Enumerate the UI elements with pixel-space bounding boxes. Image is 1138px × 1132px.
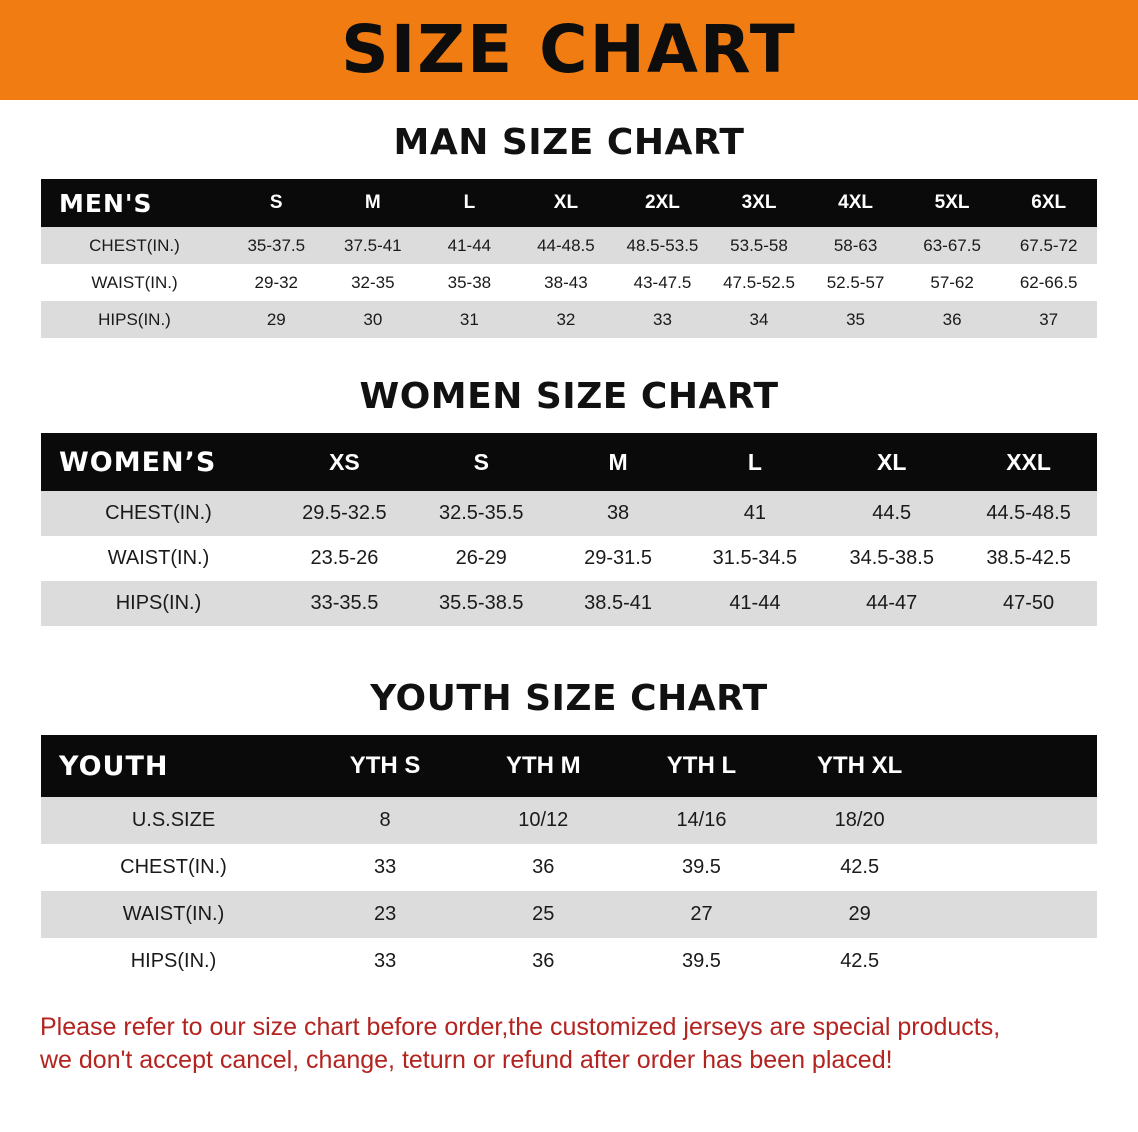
man-corner-label: MEN'S bbox=[59, 188, 153, 218]
table-row bbox=[41, 227, 1097, 264]
women-cell-1-3: 31.5-34.5 bbox=[712, 547, 798, 569]
man-cell-2-4: 33 bbox=[653, 309, 672, 329]
women-table-wrap bbox=[41, 433, 1097, 626]
youth-cell-0-1: 10/12 bbox=[518, 809, 569, 831]
women-table-body bbox=[41, 491, 1097, 626]
man-cell-0-0: 35-37.5 bbox=[247, 235, 306, 255]
man-cell-2-8: 37 bbox=[1039, 309, 1059, 329]
man-cell-0-3: 44-48.5 bbox=[537, 235, 595, 255]
table-row bbox=[41, 301, 1097, 338]
youth-cell-2-2: 27 bbox=[690, 903, 713, 925]
man-cell-1-0: 29-32 bbox=[254, 272, 299, 292]
women-col-0: XS bbox=[329, 448, 360, 475]
women-size-table bbox=[41, 433, 1097, 626]
table-row bbox=[41, 891, 1097, 938]
man-cell-0-2: 41-44 bbox=[447, 235, 492, 255]
page-banner bbox=[0, 0, 1138, 100]
youth-size-table bbox=[41, 735, 1097, 985]
youth-col-2: YTH L bbox=[666, 752, 737, 779]
women-cell-0-4: 44.5 bbox=[872, 502, 912, 524]
table-row bbox=[41, 581, 1097, 626]
man-cell-2-3: 32 bbox=[556, 309, 576, 329]
youth-table-wrap bbox=[41, 735, 1097, 985]
man-cell-2-2: 31 bbox=[459, 309, 479, 329]
women-cell-1-1: 26-29 bbox=[455, 547, 507, 569]
youth-row-label-1: CHEST(IN.) bbox=[120, 856, 227, 878]
table-row bbox=[41, 844, 1097, 891]
man-table-body bbox=[41, 227, 1097, 338]
women-table-header bbox=[41, 433, 1097, 491]
youth-cell-2-0: 23 bbox=[373, 903, 397, 925]
women-col-1: S bbox=[473, 448, 489, 475]
women-col-4: XL bbox=[877, 448, 907, 475]
man-col-1: M bbox=[364, 192, 381, 213]
man-table-wrap bbox=[41, 179, 1097, 338]
women-cell-0-2: 38 bbox=[606, 502, 630, 524]
women-cell-0-0: 29.5-32.5 bbox=[302, 502, 387, 524]
man-size-table bbox=[41, 179, 1097, 338]
man-section-heading: MAN SIZE CHART bbox=[393, 122, 745, 163]
man-col-7: 5XL bbox=[934, 192, 970, 213]
man-cell-2-7: 36 bbox=[942, 309, 962, 329]
man-col-3: XL bbox=[553, 192, 579, 213]
man-cell-2-5: 34 bbox=[749, 309, 769, 329]
youth-row-label-3: HIPS(IN.) bbox=[130, 950, 217, 972]
man-cell-2-6: 35 bbox=[846, 309, 866, 329]
youth-cell-3-spacer bbox=[939, 938, 1097, 985]
youth-table-header bbox=[41, 735, 1097, 797]
man-table-header bbox=[41, 179, 1097, 227]
women-cell-1-5: 38.5-42.5 bbox=[986, 547, 1071, 569]
youth-row-label-2: WAIST(IN.) bbox=[122, 903, 225, 925]
women-cell-1-4: 34.5-38.5 bbox=[849, 547, 934, 569]
youth-cell-3-3: 42.5 bbox=[840, 950, 880, 972]
man-col-0: S bbox=[269, 192, 283, 213]
women-cell-1-0: 23.5-26 bbox=[310, 547, 379, 569]
youth-cell-1-2: 39.5 bbox=[682, 856, 721, 878]
women-row-label-2: HIPS(IN.) bbox=[115, 592, 202, 614]
youth-cell-2-spacer bbox=[939, 891, 1097, 938]
women-cell-2-2: 38.5-41 bbox=[584, 592, 652, 614]
man-row-label-1: WAIST(IN.) bbox=[91, 272, 178, 292]
man-cell-0-4: 48.5-53.5 bbox=[626, 235, 699, 255]
women-cell-2-0: 33-35.5 bbox=[310, 592, 379, 614]
youth-col-0: YTH S bbox=[349, 752, 421, 779]
women-cell-1-2: 29-31.5 bbox=[584, 547, 652, 569]
man-col-5: 3XL bbox=[741, 192, 777, 213]
man-cell-1-6: 52.5-57 bbox=[826, 272, 885, 292]
table-row bbox=[41, 797, 1097, 844]
youth-col-3: YTH XL bbox=[816, 752, 903, 779]
youth-cell-1-spacer bbox=[939, 844, 1097, 891]
table-row bbox=[41, 536, 1097, 581]
man-cell-0-1: 37.5-41 bbox=[343, 235, 402, 255]
women-cell-0-5: 44.5-48.5 bbox=[986, 502, 1071, 524]
women-col-5: XXL bbox=[1006, 448, 1051, 475]
table-header-row bbox=[41, 735, 1097, 797]
youth-cell-2-3: 29 bbox=[848, 903, 871, 925]
man-cell-1-4: 43-47.5 bbox=[633, 272, 692, 292]
women-cell-2-4: 44-47 bbox=[866, 592, 918, 614]
youth-col-spacer bbox=[939, 735, 1097, 797]
women-cell-0-1: 32.5-35.5 bbox=[438, 502, 524, 524]
youth-cell-1-0: 33 bbox=[373, 856, 397, 878]
table-header-row bbox=[41, 433, 1097, 491]
youth-table-body bbox=[41, 797, 1097, 985]
youth-col-1: YTH M bbox=[505, 752, 581, 779]
man-cell-1-5: 47.5-52.5 bbox=[723, 272, 795, 292]
youth-cell-2-1: 25 bbox=[532, 903, 555, 925]
disclaimer-note bbox=[40, 1011, 1098, 1077]
women-cell-0-3: 41 bbox=[743, 502, 767, 524]
disclaimer-line-2: we don't accept cancel, change, teturn or refund after order has been placed! bbox=[40, 1046, 893, 1074]
women-cell-2-1: 35.5-38.5 bbox=[438, 592, 524, 614]
women-col-2: M bbox=[608, 448, 628, 475]
women-cell-2-5: 47-50 bbox=[1002, 592, 1055, 614]
youth-cell-3-2: 39.5 bbox=[682, 950, 721, 972]
table-row bbox=[41, 264, 1097, 301]
youth-cell-0-0: 8 bbox=[379, 809, 391, 831]
man-cell-1-1: 32-35 bbox=[351, 272, 395, 292]
women-cell-2-3: 41-44 bbox=[729, 592, 781, 614]
man-cell-1-3: 38-43 bbox=[544, 272, 588, 292]
women-row-label-0: CHEST(IN.) bbox=[105, 502, 212, 524]
youth-row-label-0: U.S.SIZE bbox=[131, 809, 216, 831]
man-cell-1-8: 62-66.5 bbox=[1019, 272, 1078, 292]
page-title: SIZE CHART bbox=[341, 11, 797, 88]
youth-section-heading: YOUTH SIZE CHART bbox=[370, 678, 768, 719]
table-row bbox=[41, 938, 1097, 985]
man-cell-0-5: 53.5-58 bbox=[730, 235, 788, 255]
man-row-label-0: CHEST(IN.) bbox=[89, 235, 180, 255]
man-cell-0-8: 67.5-72 bbox=[1019, 235, 1078, 255]
youth-cell-0-spacer bbox=[939, 797, 1097, 844]
table-header-row bbox=[41, 179, 1097, 227]
man-col-4: 2XL bbox=[645, 192, 680, 213]
women-col-3: L bbox=[747, 448, 762, 475]
youth-cell-3-0: 33 bbox=[373, 950, 397, 972]
youth-cell-0-3: 18/20 bbox=[834, 809, 885, 831]
table-row bbox=[41, 491, 1097, 536]
man-cell-1-2: 35-38 bbox=[447, 272, 492, 292]
youth-corner-label: YOUTH bbox=[59, 750, 169, 782]
man-row-label-2: HIPS(IN.) bbox=[98, 309, 171, 329]
disclaimer-line-1: Please refer to our size chart before order,the customized jerseys are special products, bbox=[40, 1013, 1001, 1041]
man-cell-2-1: 30 bbox=[363, 309, 383, 329]
women-section-heading: WOMEN SIZE CHART bbox=[359, 376, 779, 417]
man-cell-0-7: 63-67.5 bbox=[923, 235, 981, 255]
women-corner-label: WOMEN’S bbox=[59, 446, 217, 478]
youth-cell-3-1: 36 bbox=[532, 950, 555, 972]
youth-cell-1-1: 36 bbox=[532, 856, 555, 878]
youth-cell-0-2: 14/16 bbox=[676, 809, 727, 831]
man-cell-2-0: 29 bbox=[266, 309, 286, 329]
man-col-6: 4XL bbox=[838, 192, 873, 213]
man-col-2: L bbox=[463, 192, 476, 213]
youth-cell-1-3: 42.5 bbox=[840, 856, 880, 878]
man-cell-1-7: 57-62 bbox=[930, 272, 974, 292]
women-row-label-1: WAIST(IN.) bbox=[107, 547, 210, 569]
man-col-8: 6XL bbox=[1031, 192, 1067, 213]
man-cell-0-6: 58-63 bbox=[833, 235, 878, 255]
